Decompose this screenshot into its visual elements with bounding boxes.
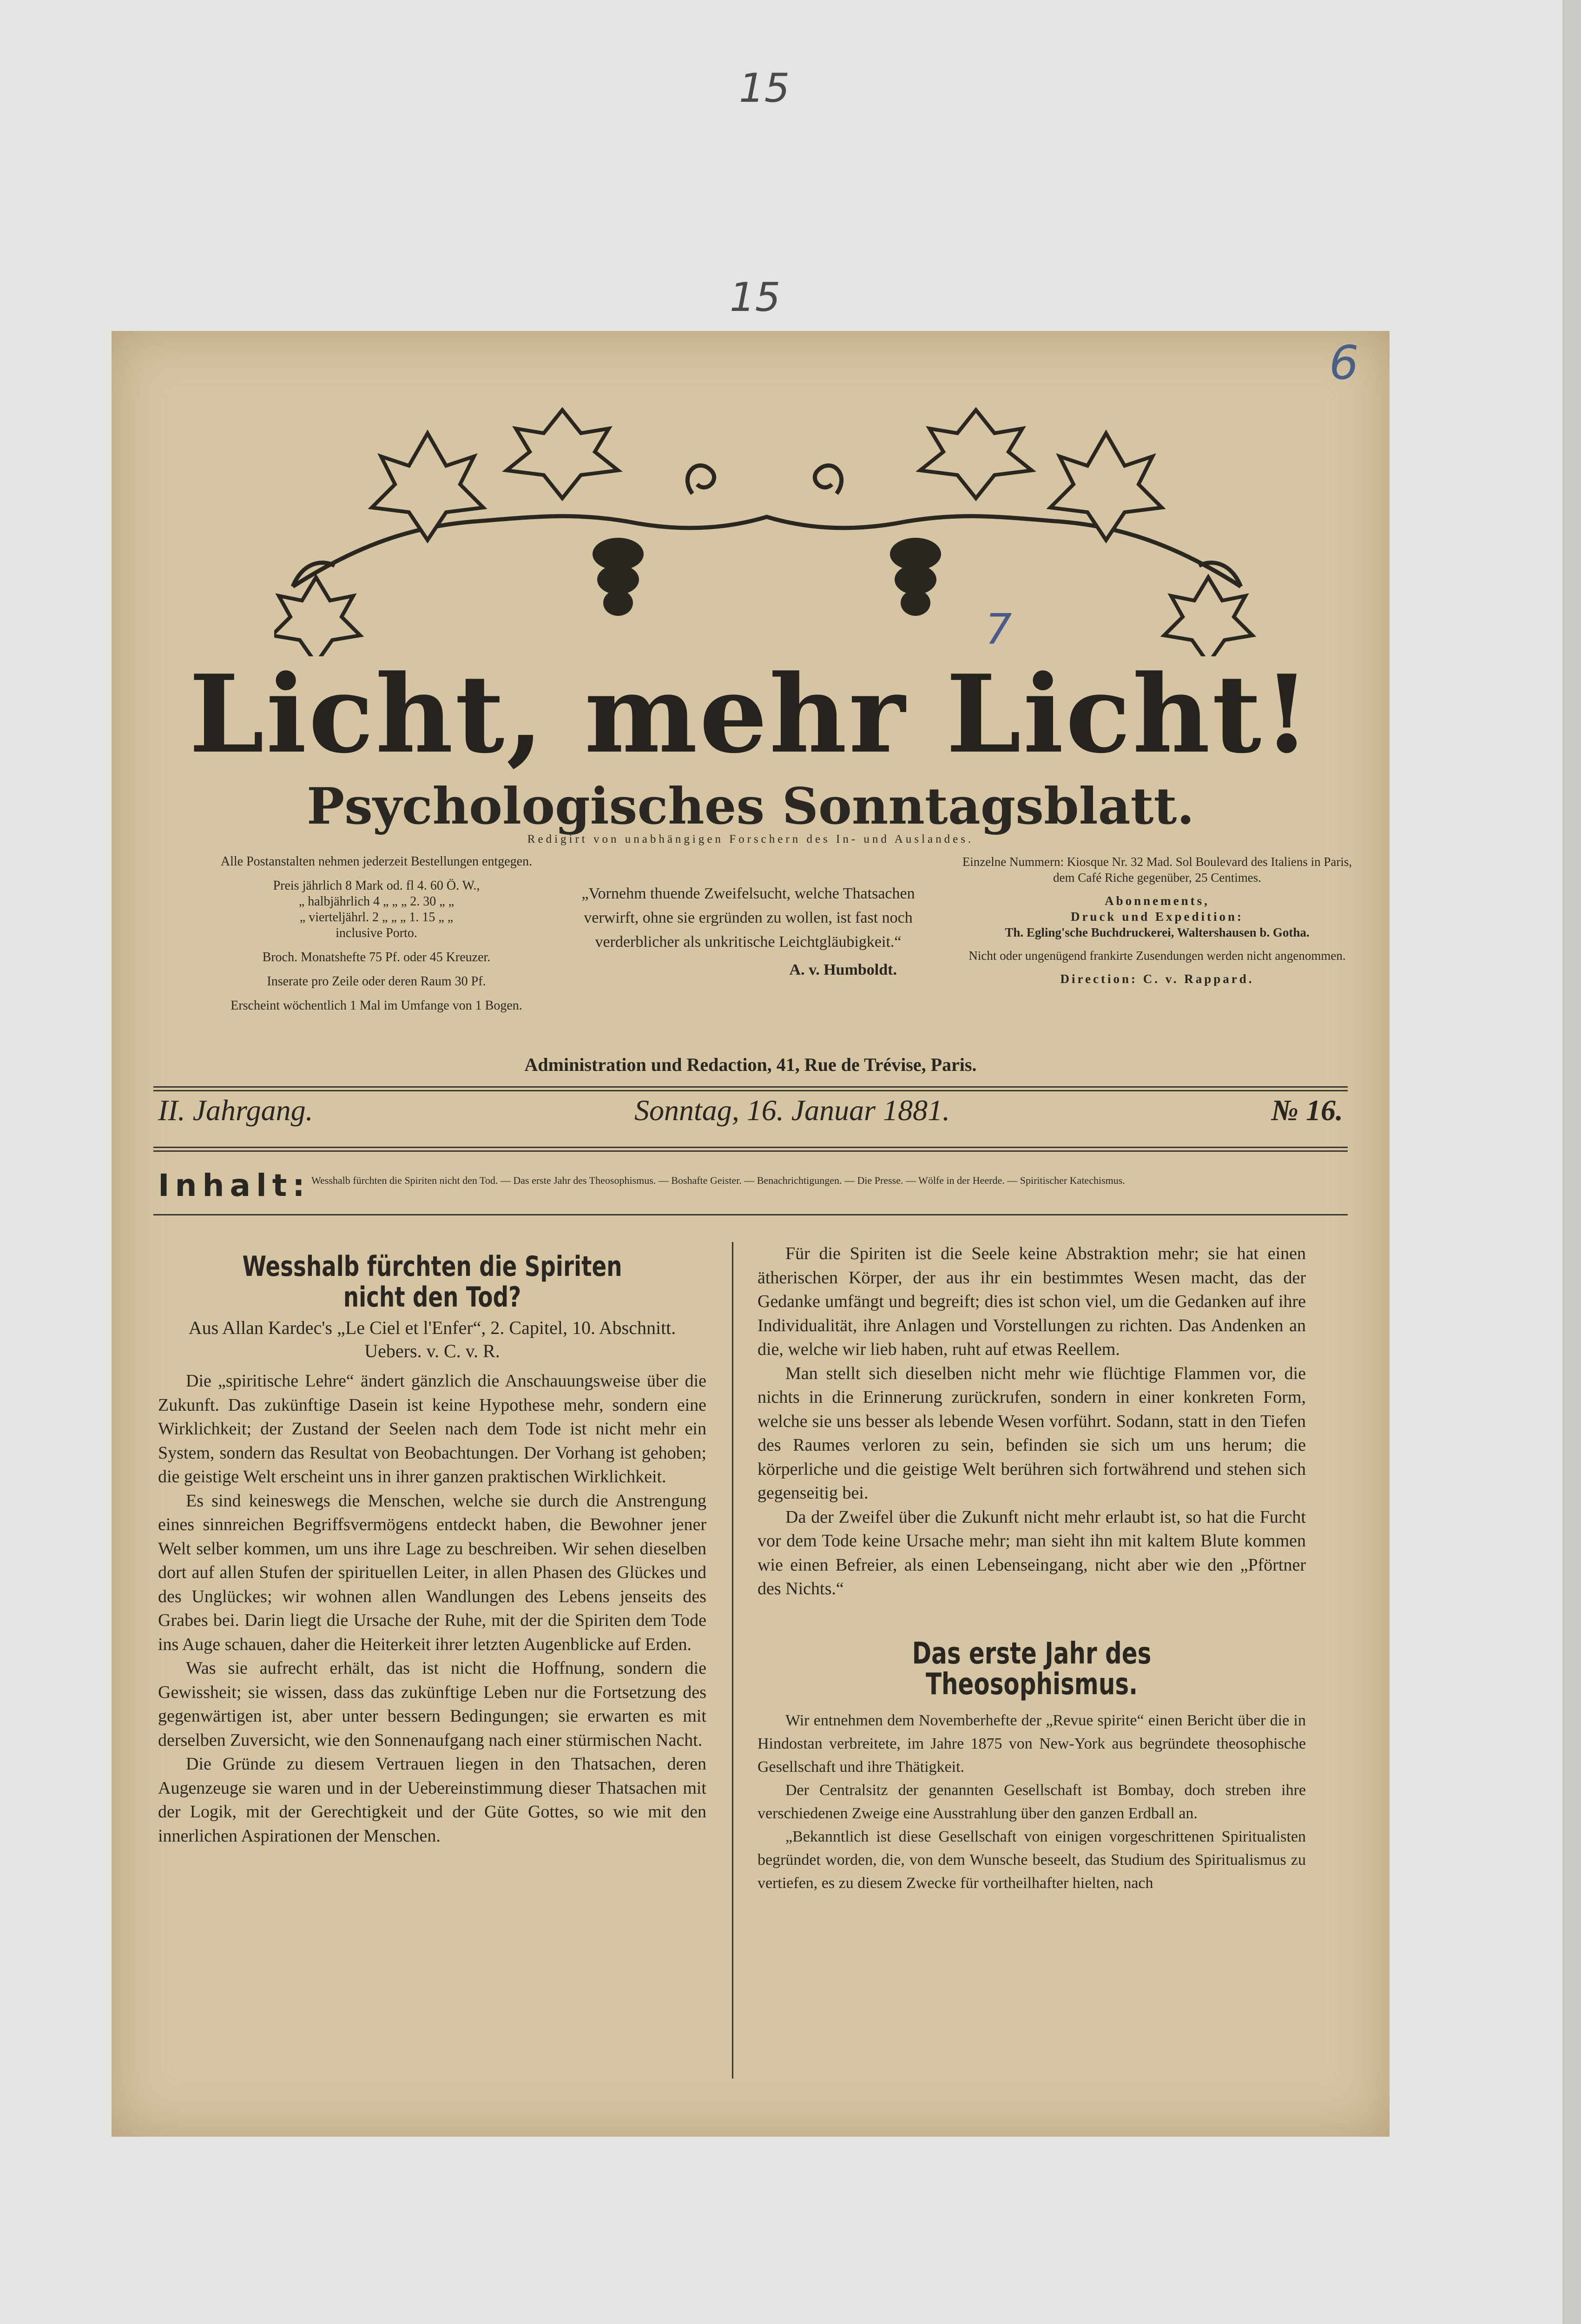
- masthead-pencil-mark: 7: [985, 605, 1012, 654]
- distribution-info: [957, 854, 1357, 987]
- divider: [153, 1214, 1348, 1215]
- pencil-number-top: 15: [739, 65, 790, 112]
- price-list: [153, 878, 599, 941]
- price-line: inclusive Porto.: [336, 926, 417, 940]
- quote-author: A. v. Humboldt.: [789, 961, 897, 978]
- price-line: „ vierteljährl. 2 „ „ „ 1. 15 „ „: [299, 910, 454, 924]
- article-paragraph: Es sind keineswegs die Menschen, welche sie durch die Anstrengung eines sinnreichen Begriffsvermögens entdeckt haben, die Bewohner jener Welt selber kommen, um uns ihre Lage zu beschreiben. Wir sehen dieselben dort auf allen Stufen der spirituellen Leiter, in allen Phasen des Glückes und des Unglückes; wir wohnen allen Wandlungen des Lebens jenseits des Grabes bei. Darin liegt die Ursache der Ruhe, mit der die Spiriten dem Tode ins Auge schauen, daher die Heiterkeit ihrer letzten Augenblicke auf Erden.: [158, 1491, 706, 1654]
- administration-address: Administration und Redaction, 41, Rue de Trévise, Paris.: [524, 1054, 977, 1075]
- price-line: „ halbjährlich 4 „ „ „ 2. 30 „ „: [298, 894, 455, 909]
- editorial-note: Redigirt von unabhängigen Forschern des In- und Auslandes.: [527, 833, 974, 845]
- druck-label: Druck und Expedition:: [1070, 910, 1244, 924]
- table-of-contents: [158, 1168, 1343, 1203]
- price-line: Preis jährlich 8 Mark od. fl 4. 60 Ö. W.,: [273, 878, 480, 893]
- article-paragraph: Für die Spiriten ist die Seele keine Abstraktion mehr; sie hat einen ätherischen Körper, der aus ihr ein bestimmtes Wesen macht, das der Gedanke umfängt und begreift; dies ist schon viel, um die Gedanken auf ihre Individualität, ihre Anlagen und Vorstellungen zu richten. Das Andenken an die, welche wir lieb haben, ruht auf etwas Reellem.: [758, 1244, 1306, 1359]
- brochure-price: Broch. Monatshefte 75 Pf. oder 45 Kreuzer.: [262, 950, 491, 964]
- volume-label: II. Jahrgang.: [158, 1094, 313, 1127]
- article-byline: Aus Allan Kardec's „Le Ciel et l'Enfer“, 2. Capitel, 10. Abschnitt. Uebers. v. C. v. R.: [188, 1317, 676, 1361]
- contents-label: Inhalt:: [158, 1168, 310, 1203]
- single-issue-note: Einzelne Nummern: Kiosque Nr. 32 Mad. Sol Boulevard des Italiens in Paris, dem Café Riche gegenüber, 25 Centimes.: [962, 855, 1352, 885]
- issue-number: № 16.: [1271, 1094, 1343, 1127]
- postanstalten-note: Alle Postanstalten nehmen jederzeit Bestellungen entgegen.: [220, 854, 533, 869]
- article-paragraph: Man stellt sich dieselben nicht mehr wie flüchtige Flammen vor, die nichts in die Erinnerung zurückrufen, sondern in einer konkreten Form, welche sie uns besser als lebende Wesen vorführt. Sodann, statt in den Tiefen des Raumes verloren zu sein, befinden sie sich um uns herum; die körperliche und die geistige Welt berühren sich fortwährend und stehen sich gegenseitig bei.: [758, 1363, 1306, 1503]
- subscription-info: [153, 854, 599, 1022]
- board-edge: [1562, 0, 1581, 2324]
- publication-frequency: Erscheint wöchentlich 1 Mal im Umfange von 1 Bogen.: [231, 998, 522, 1013]
- article-spiriten: [158, 1242, 706, 1848]
- article-paragraph: Die Gründe zu diesem Vertrauen liegen in den Thatsachen, deren Augenzeuge sie waren und in der Uebereinstimmung dieser Thatsachen mit der Logik, mit der Gerechtigkeit und der Güte Gottes, so wie mit den innerlichen Aspirationen der Menschen.: [158, 1754, 706, 1846]
- divider: [153, 1147, 1348, 1148]
- abonnements-label: Abonnements,: [1105, 894, 1210, 908]
- article-paragraph: Die „spiritische Lehre“ ändert gänzlich die Anschauungsweise über die Zukunft. Das zukünftige Dasein ist keine Hypothese mehr, sondern eine Wirklichkeit; der Zustand der Seelen nach dem Tode ist nicht mehr ein System, sondern das Resultat von Beobachtungen. Der Vorhang ist gehoben; die geistige Welt erscheint uns in ihrer ganzen praktischen Wirklichkeit.: [158, 1371, 706, 1486]
- article-paragraph: Was sie aufrecht erhält, das ist nicht die Hoffnung, sondern die Gewissheit; sie wissen, dass das zukünftige Leben nur die Fortsetzung des gegenwärtigen ist, aber unter bessern Bedingungen; sie erwarten es mit derselben Zuversicht, wie den Sonnenaufgang nach einer stürmischen Nacht.: [158, 1658, 706, 1750]
- masthead-subtitle: Psychologisches Sonntagsblatt.: [306, 777, 1195, 836]
- divider: [153, 1150, 1348, 1152]
- article-heading: Wesshalb fürchten die Spiriten nicht den Tod?: [242, 1250, 622, 1314]
- advert-price: Inserate pro Zeile oder deren Raum 30 Pf.: [267, 974, 486, 989]
- article-paragraph: „Bekanntlich ist diese Gesellschaft von einigen vorgeschrittenen Spiritualisten begründet worden, die, von dem Wunsche beseelt, das Studium des Spiritualismus zu vertiefen, es zu diesem Zwecke für vortheilhafter hielten, nach: [758, 1828, 1306, 1892]
- newspaper-clipping: [112, 331, 1390, 2137]
- direction-name: Direction: C. v. Rappard.: [1060, 972, 1254, 986]
- pencil-number-second: 15: [730, 274, 781, 321]
- contents-list: Wesshalb fürchten die Spiriten nicht den Tod. — Das erste Jahr des Theosophismus. — Boshafte Geister. — Benachrichtigungen. — Die Presse. — Wölfe in der Heerde. — Spiritischer Katechismus.: [311, 1175, 1125, 1186]
- quote-text: „Vornehm thuende Zweifelsucht, welche Thatsachen verwirft, ohne sie ergründen zu wollen, ist fast noch verderblicher als unkritische Leichtgläubigkeit.“: [581, 885, 915, 951]
- corner-number-mark: 6: [1329, 336, 1359, 390]
- dateline: [158, 1093, 1343, 1128]
- divider: [153, 1090, 1348, 1091]
- article-paragraph: Der Centralsitz der genannten Gesellschaft ist Bombay, doch streben ihre verschiedenen Zweige eine Ausstrahlung über den ganzen Erdball an.: [758, 1781, 1306, 1822]
- article-paragraph: Da der Zweifel über die Zukunft nicht mehr erlaubt ist, so hat die Furcht vor dem Tode keine Ursache mehr; man sieht ihn mit kaltem Blute kommen wie einen Befreier, als einen Lebenseingang, nicht aber wie den „Pförtner des Nichts.“: [758, 1507, 1306, 1598]
- divider: [153, 1086, 1348, 1088]
- column-divider: [732, 1242, 733, 2079]
- masthead-title: Licht, mehr Licht!: [189, 652, 1312, 777]
- issue-date: Sonntag, 16. Januar 1881.: [634, 1094, 950, 1127]
- article-continuation: [758, 1242, 1306, 1895]
- article-paragraph: Wir entnehmen dem Novemberhefte der „Revue spirite“ einen Bericht über die in Hindostan verbreitete, im Jahre 1875 von New-York aus begründete theosophische Gesellschaft und ihre Thätigkeit.: [758, 1711, 1306, 1776]
- postage-note: Nicht oder ungenügend frankirte Zusendungen werden nicht angenommen.: [968, 949, 1346, 963]
- grapevine-ornament-icon: [274, 405, 1259, 656]
- motto-quote: [581, 882, 916, 982]
- article-heading: Das erste Jahr des Theosophismus.: [912, 1636, 1152, 1702]
- printer-name: Th. Egling'sche Buchdruckerei, Waltershausen b. Gotha.: [1005, 925, 1310, 939]
